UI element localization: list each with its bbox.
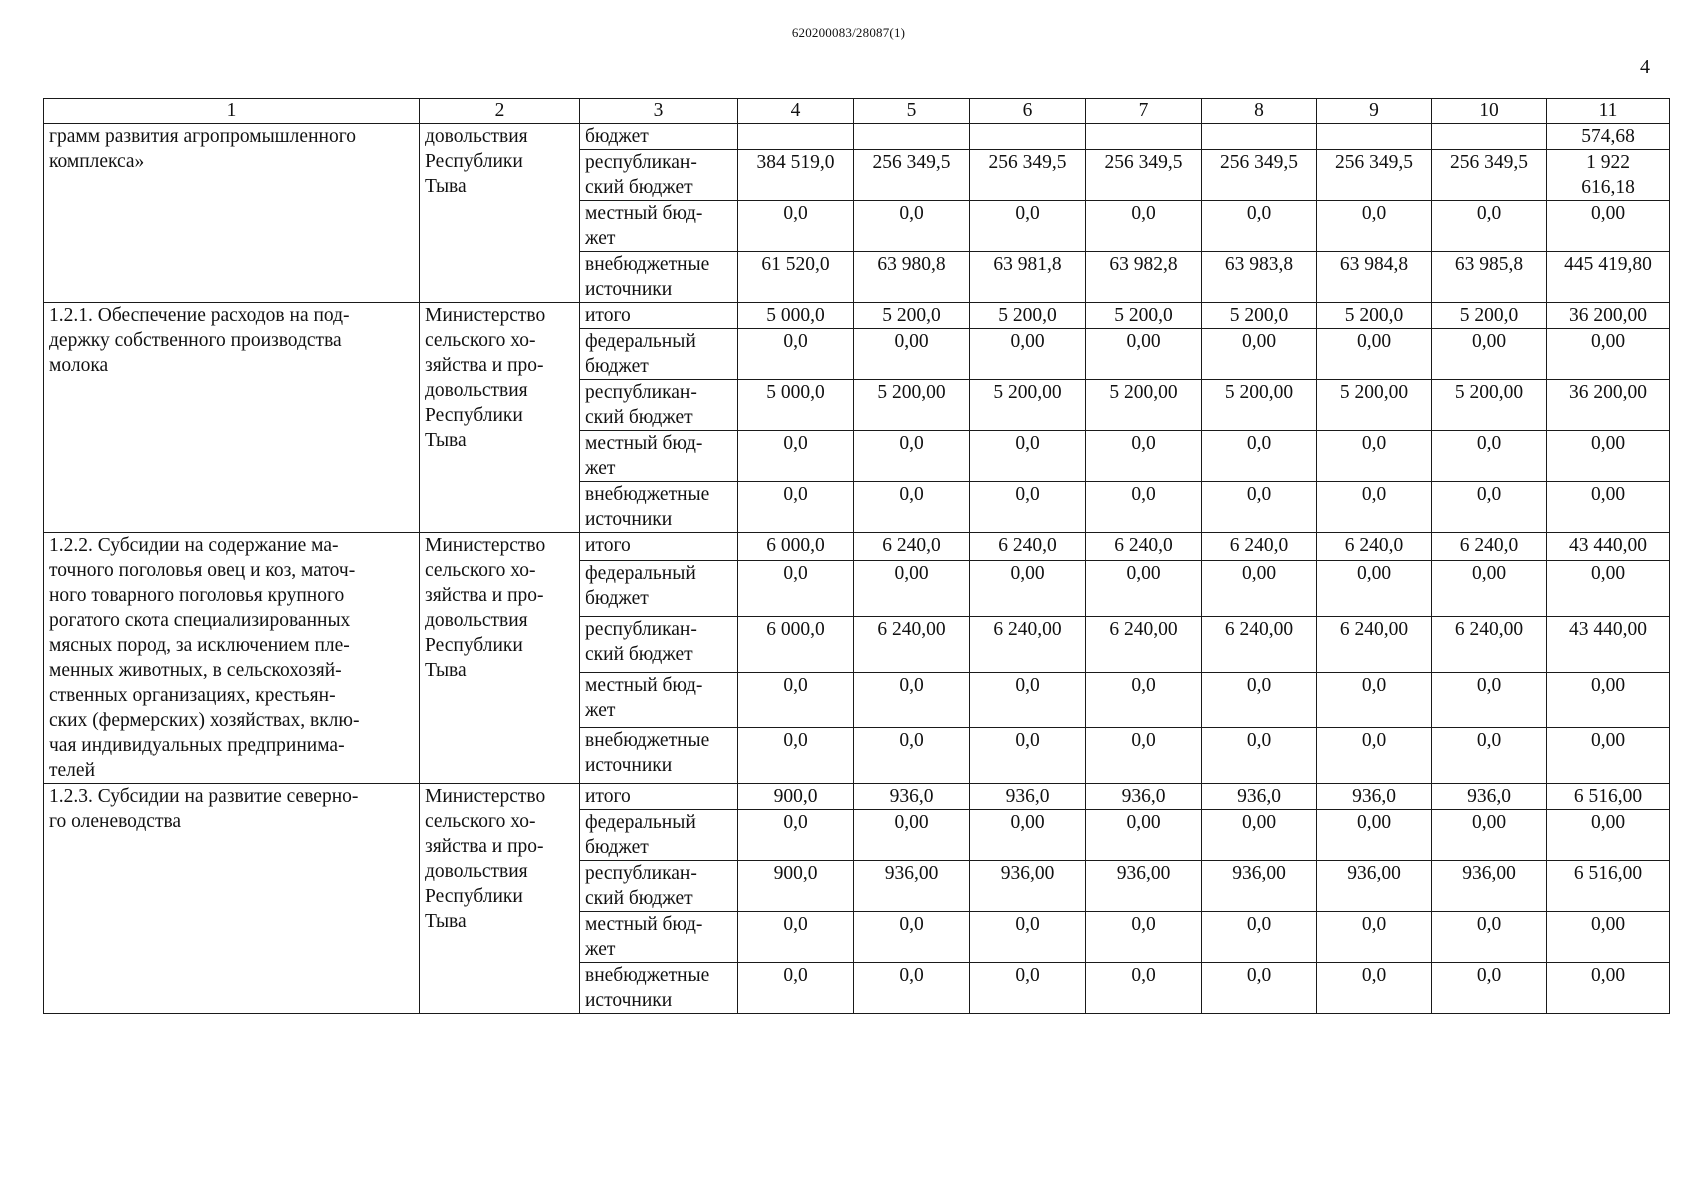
amount-cell: 0,0 (738, 810, 854, 861)
amount-cell: 900,0 (738, 784, 854, 810)
amount-cell: 0,00 (854, 810, 970, 861)
funding-source-cell: республикан- ский бюджет (580, 150, 738, 201)
amount-cell: 6 240,00 (970, 617, 1086, 673)
amount-cell: 5 000,0 (738, 380, 854, 431)
executor-cell: довольствия Республики Тыва (420, 124, 580, 303)
funding-source-cell: внебюджетные источники (580, 728, 738, 784)
amount-cell: 0,0 (854, 728, 970, 784)
amount-cell: 5 200,0 (970, 303, 1086, 329)
amount-cell: 0,0 (1432, 431, 1547, 482)
amount-cell: 5 200,00 (1317, 380, 1432, 431)
funding-source-cell: республикан- ский бюджет (580, 380, 738, 431)
funding-source-cell: итого (580, 784, 738, 810)
column-number-cell: 8 (1202, 99, 1317, 124)
amount-cell: 0,00 (1547, 912, 1670, 963)
amount-cell: 0,0 (1317, 201, 1432, 252)
amount-cell: 936,00 (1202, 861, 1317, 912)
column-number-cell: 1 (44, 99, 420, 124)
funding-source-cell: федеральный бюджет (580, 810, 738, 861)
amount-cell: 0,00 (1432, 329, 1547, 380)
activity-description: грамм развития агропромышленного комплекса» (44, 124, 420, 303)
amount-cell: 43 440,00 (1547, 617, 1670, 673)
amount-cell: 5 200,0 (1086, 303, 1202, 329)
funding-source-cell: итого (580, 533, 738, 561)
amount-cell: 6 240,00 (1086, 617, 1202, 673)
amount-cell: 6 000,0 (738, 617, 854, 673)
table-row (44, 124, 1670, 150)
column-number-cell: 7 (1086, 99, 1202, 124)
amount-cell (1086, 124, 1202, 150)
amount-cell: 6 516,00 (1547, 784, 1670, 810)
amount-cell: 0,0 (1202, 963, 1317, 1014)
amount-cell: 0,00 (1317, 561, 1432, 617)
amount-cell: 0,0 (970, 201, 1086, 252)
funding-source-cell: местный бюд- жет (580, 201, 738, 252)
amount-cell: 6 240,00 (1202, 617, 1317, 673)
funding-source-cell: местный бюд- жет (580, 912, 738, 963)
amount-cell: 0,0 (1432, 728, 1547, 784)
amount-cell (854, 124, 970, 150)
amount-cell: 0,0 (1432, 672, 1547, 728)
executor-cell: Министерство сельского хо- зяйства и про- довольствия Республики Тыва (420, 533, 580, 784)
funding-source-cell: внебюджетные источники (580, 482, 738, 533)
amount-cell: 0,0 (1086, 431, 1202, 482)
amount-cell: 0,00 (1547, 963, 1670, 1014)
activity-description: 1.2.2. Субсидии на содержание ма- точного поголовья овец и коз, маточ- ного товарного поголовья крупного рогатого скота специализированных мясных пород, за исключением пле- менных животных, в сельскохозяй- ственных организациях, крестьян- ских (фермерских) хозяйствах, вклю- чая индивидуальных предпринима- телей (44, 533, 420, 784)
amount-cell: 5 200,0 (1432, 303, 1547, 329)
amount-cell: 0,0 (1086, 728, 1202, 784)
amount-cell: 256 349,5 (1202, 150, 1317, 201)
amount-cell: 0,0 (738, 482, 854, 533)
amount-cell: 0,0 (1202, 201, 1317, 252)
amount-cell: 0,00 (1547, 329, 1670, 380)
amount-cell: 0,00 (1202, 561, 1317, 617)
amount-cell: 936,0 (970, 784, 1086, 810)
amount-cell: 936,0 (1086, 784, 1202, 810)
amount-cell: 256 349,5 (970, 150, 1086, 201)
funding-source-cell: местный бюд- жет (580, 431, 738, 482)
column-number-cell: 2 (420, 99, 580, 124)
amount-cell: 6 240,0 (970, 533, 1086, 561)
amount-cell: 0,0 (1086, 201, 1202, 252)
amount-cell: 5 200,00 (854, 380, 970, 431)
amount-cell: 936,00 (854, 861, 970, 912)
amount-cell: 0,0 (1432, 912, 1547, 963)
amount-cell: 936,00 (970, 861, 1086, 912)
amount-cell: 0,00 (1086, 810, 1202, 861)
amount-cell: 936,00 (1086, 861, 1202, 912)
amount-cell: 0,0 (854, 431, 970, 482)
amount-cell: 36 200,00 (1547, 303, 1670, 329)
amount-cell: 6 240,0 (1086, 533, 1202, 561)
amount-cell: 0,00 (1202, 329, 1317, 380)
column-number-cell: 11 (1547, 99, 1670, 124)
amount-cell: 0,00 (1547, 672, 1670, 728)
amount-cell: 445 419,80 (1547, 252, 1670, 303)
funding-source-cell: федеральный бюджет (580, 329, 738, 380)
amount-cell: 6 240,0 (854, 533, 970, 561)
amount-cell (1432, 124, 1547, 150)
amount-cell: 0,00 (970, 329, 1086, 380)
funding-source-cell: республикан- ский бюджет (580, 617, 738, 673)
amount-cell: 574,68 (1547, 124, 1670, 150)
column-number-row (44, 99, 1670, 124)
amount-cell: 0,0 (1317, 728, 1432, 784)
amount-cell: 0,00 (970, 810, 1086, 861)
amount-cell: 0,0 (970, 963, 1086, 1014)
amount-cell: 0,0 (1202, 672, 1317, 728)
amount-cell: 0,00 (1086, 329, 1202, 380)
amount-cell: 5 200,0 (1202, 303, 1317, 329)
amount-cell: 0,0 (1086, 963, 1202, 1014)
amount-cell: 0,0 (854, 672, 970, 728)
amount-cell: 256 349,5 (1086, 150, 1202, 201)
amount-cell: 61 520,0 (738, 252, 854, 303)
amount-cell: 63 980,8 (854, 252, 970, 303)
amount-cell: 5 200,00 (1202, 380, 1317, 431)
amount-cell: 0,0 (738, 201, 854, 252)
amount-cell: 0,00 (854, 329, 970, 380)
amount-cell (1202, 124, 1317, 150)
amount-cell: 384 519,0 (738, 150, 854, 201)
amount-cell (970, 124, 1086, 150)
amount-cell: 6 240,00 (1432, 617, 1547, 673)
amount-cell: 0,0 (738, 561, 854, 617)
amount-cell: 6 516,00 (1547, 861, 1670, 912)
amount-cell: 63 983,8 (1202, 252, 1317, 303)
amount-cell: 63 984,8 (1317, 252, 1432, 303)
amount-cell: 0,0 (970, 431, 1086, 482)
amount-cell: 0,0 (1432, 201, 1547, 252)
amount-cell: 0,00 (1202, 810, 1317, 861)
amount-cell: 256 349,5 (1432, 150, 1547, 201)
amount-cell (1317, 124, 1432, 150)
amount-cell: 0,0 (1202, 912, 1317, 963)
funding-source-cell: внебюджетные источники (580, 963, 738, 1014)
amount-cell: 6 240,0 (1317, 533, 1432, 561)
column-number-cell: 10 (1432, 99, 1547, 124)
amount-cell: 6 000,0 (738, 533, 854, 561)
amount-cell: 0,0 (738, 963, 854, 1014)
amount-cell: 0,0 (970, 728, 1086, 784)
amount-cell: 63 985,8 (1432, 252, 1547, 303)
page-number: 4 (1640, 56, 1650, 78)
amount-cell: 0,0 (1086, 482, 1202, 533)
table-row (44, 303, 1670, 329)
amount-cell: 6 240,00 (1317, 617, 1432, 673)
amount-cell: 63 981,8 (970, 252, 1086, 303)
amount-cell: 0,0 (1317, 912, 1432, 963)
amount-cell: 0,00 (1317, 329, 1432, 380)
amount-cell: 5 200,00 (970, 380, 1086, 431)
amount-cell: 0,00 (1547, 482, 1670, 533)
activity-description: 1.2.1. Обеспечение расходов на под- держку собственного производства молока (44, 303, 420, 533)
amount-cell: 0,0 (854, 201, 970, 252)
amount-cell: 0,0 (1202, 482, 1317, 533)
amount-cell: 5 200,0 (1317, 303, 1432, 329)
document-number: 620200083/28087(1) (791, 25, 906, 40)
amount-cell: 0,0 (738, 672, 854, 728)
amount-cell: 6 240,0 (1432, 533, 1547, 561)
amount-cell: 0,00 (854, 561, 970, 617)
column-number-cell: 5 (854, 99, 970, 124)
funding-source-cell: внебюджетные источники (580, 252, 738, 303)
amount-cell: 5 200,00 (1086, 380, 1202, 431)
amount-cell: 936,0 (1202, 784, 1317, 810)
amount-cell: 0,00 (1086, 561, 1202, 617)
amount-cell: 5 000,0 (738, 303, 854, 329)
funding-source-cell: бюджет (580, 124, 738, 150)
amount-cell: 0,0 (1202, 431, 1317, 482)
amount-cell: 0,0 (1202, 728, 1317, 784)
amount-cell: 5 200,00 (1432, 380, 1547, 431)
amount-cell: 0,0 (1432, 482, 1547, 533)
executor-cell: Министерство сельского хо- зяйства и про- довольствия Республики Тыва (420, 784, 580, 1014)
amount-cell: 0,0 (1317, 672, 1432, 728)
amount-cell: 936,0 (1317, 784, 1432, 810)
amount-cell: 936,00 (1432, 861, 1547, 912)
amount-cell: 0,0 (970, 912, 1086, 963)
amount-cell: 900,0 (738, 861, 854, 912)
amount-cell: 936,0 (1432, 784, 1547, 810)
amount-cell: 0,0 (1317, 482, 1432, 533)
funding-source-cell: республикан- ский бюджет (580, 861, 738, 912)
amount-cell: 6 240,00 (854, 617, 970, 673)
amount-cell: 0,0 (970, 672, 1086, 728)
amount-cell: 0,00 (1432, 561, 1547, 617)
column-number-cell: 4 (738, 99, 854, 124)
amount-cell: 0,0 (1317, 431, 1432, 482)
amount-cell: 0,0 (1086, 672, 1202, 728)
amount-cell: 0,00 (1432, 810, 1547, 861)
amount-cell: 43 440,00 (1547, 533, 1670, 561)
amount-cell: 256 349,5 (854, 150, 970, 201)
budget-table (43, 98, 1670, 1014)
amount-cell: 36 200,00 (1547, 380, 1670, 431)
executor-cell: Министерство сельского хо- зяйства и про- довольствия Республики Тыва (420, 303, 580, 533)
amount-cell: 0,0 (854, 912, 970, 963)
amount-cell: 0,0 (738, 329, 854, 380)
funding-source-cell: федеральный бюджет (580, 561, 738, 617)
table-row (44, 533, 1670, 561)
amount-cell: 63 982,8 (1086, 252, 1202, 303)
amount-cell: 0,0 (738, 912, 854, 963)
amount-cell: 0,0 (1432, 963, 1547, 1014)
amount-cell: 0,0 (738, 728, 854, 784)
amount-cell: 936,00 (1317, 861, 1432, 912)
column-number-cell: 9 (1317, 99, 1432, 124)
amount-cell: 1 922 616,18 (1547, 150, 1670, 201)
amount-cell: 0,0 (854, 482, 970, 533)
amount-cell: 5 200,0 (854, 303, 970, 329)
funding-source-cell: итого (580, 303, 738, 329)
amount-cell: 0,00 (970, 561, 1086, 617)
amount-cell: 0,00 (1547, 561, 1670, 617)
amount-cell: 0,00 (1547, 431, 1670, 482)
amount-cell: 0,0 (738, 431, 854, 482)
amount-cell: 0,00 (1547, 810, 1670, 861)
column-number-cell: 3 (580, 99, 738, 124)
table-row (44, 784, 1670, 810)
funding-source-cell: местный бюд- жет (580, 672, 738, 728)
amount-cell: 0,0 (854, 963, 970, 1014)
column-number-cell: 6 (970, 99, 1086, 124)
amount-cell: 6 240,0 (1202, 533, 1317, 561)
amount-cell (738, 124, 854, 150)
amount-cell: 936,0 (854, 784, 970, 810)
amount-cell: 0,0 (1317, 963, 1432, 1014)
amount-cell: 0,00 (1547, 201, 1670, 252)
activity-description: 1.2.3. Субсидии на развитие северно- го оленеводства (44, 784, 420, 1014)
amount-cell: 256 349,5 (1317, 150, 1432, 201)
amount-cell: 0,00 (1317, 810, 1432, 861)
amount-cell: 0,0 (1086, 912, 1202, 963)
amount-cell: 0,0 (970, 482, 1086, 533)
amount-cell: 0,00 (1547, 728, 1670, 784)
